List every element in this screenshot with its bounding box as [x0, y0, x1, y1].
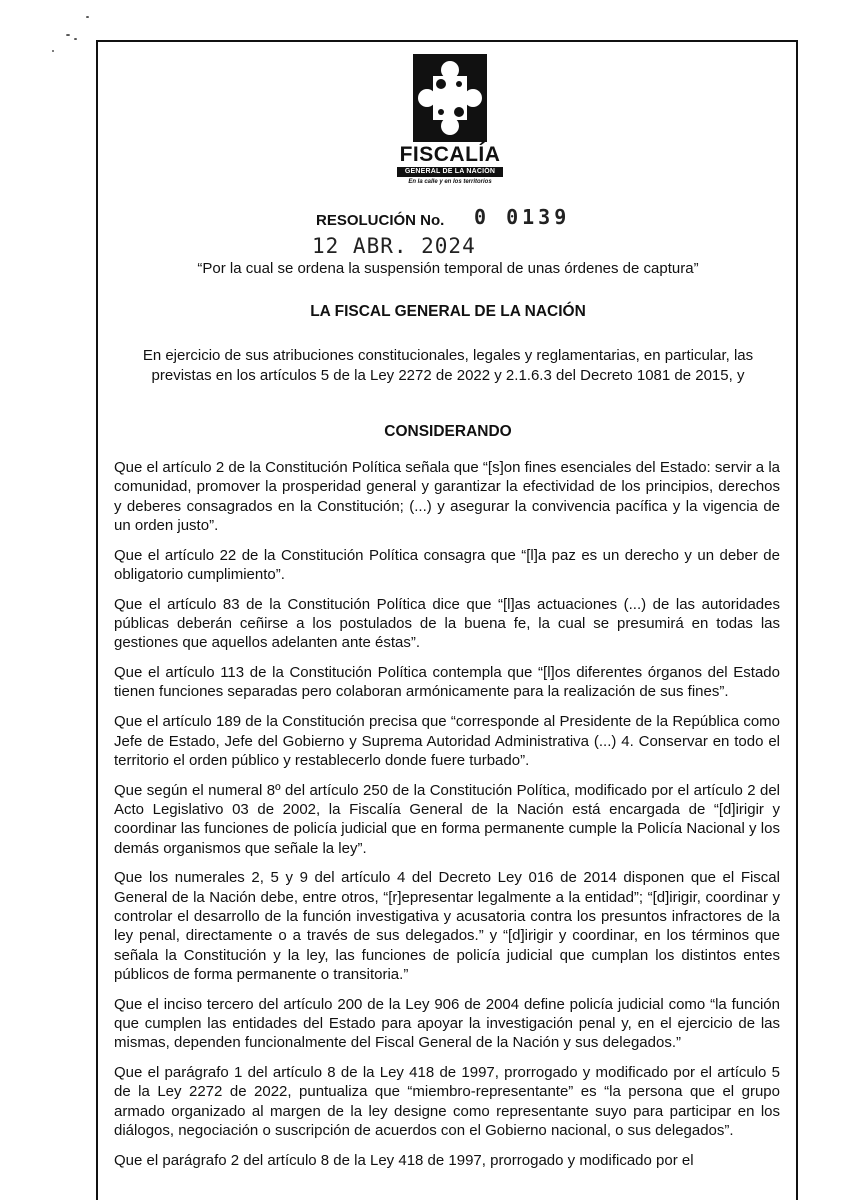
considerando-heading: CONSIDERANDO [384, 423, 512, 440]
paragraph: Que el parágrafo 2 del artículo 8 de la Ley 418 de 1997, prorrogado y modificado por el [114, 1151, 694, 1169]
page-border-top [96, 40, 798, 42]
scan-speck [52, 50, 54, 52]
logo-name: FISCALÍA [399, 143, 501, 166]
logo-tagline: En la calle y en los territorios [408, 179, 492, 185]
preamble: En ejercicio de sus atribuciones constitucionales, legales y reglamentarias, en particular, las previstas en los artículos 5 de la Ley 2272 de 2022 y 2.1.6.3 del Decreto 1081 de 2015, y [142, 347, 754, 384]
page-border-right [796, 40, 798, 1200]
resolution-subtitle: “Por la cual se ordena la suspensión temporal de unas órdenes de captura” [197, 260, 699, 277]
paragraph: Que según el numeral 8º del artículo 250 de la Constitución Política, modificado por el artículo 2 del Acto Legislativo 03 de 2002, la Fiscalía General de la Nación está encargada de “[d]irigir y coordinar las funciones de policía judicial que en forma permanente cumple la Policía Nacional y los demás organismos que señale la ley”. [114, 781, 780, 857]
resolution-date: 12 ABR. 2024 [312, 234, 476, 258]
fiscalia-logo [394, 54, 506, 196]
scan-speck [86, 16, 89, 18]
logo-subtitle: GENERAL DE LA NACIÓN [397, 167, 503, 177]
paragraph: Que el artículo 113 de la Constitución Política contempla que “[l]os diferentes órganos del Estado tienen funciones separadas pero colaboran armónicamente para la realización de sus fines”. [114, 664, 780, 701]
paragraph: Que el artículo 22 de la Constitución Política consagra que “[l]a paz es un derecho y un deber de obligatorio cumplimiento”. [114, 546, 780, 583]
page-border-left [96, 40, 98, 1200]
scan-speck [74, 38, 77, 40]
paragraph: Que el artículo 189 de la Constitución precisa que “corresponde al Presidente de la República como Jefe de Estado, Jefe del Gobierno y Suprema Autoridad Administrativa (...) 4. Conservar en todo el territorio el orden público y restablecerlo donde fuere turbado”. [114, 713, 780, 769]
paragraph: Que el artículo 2 de la Constitución Política señala que “[s]on fines esenciales del Estado: servir a la comunidad, promover la prosperidad general y garantizar la efectividad de los principios, derechos y deberes consagrados en la Constitución; (...) y asegurar la convivencia pacífica y la vigencia de un orden justo”. [114, 459, 780, 534]
authority-heading: LA FISCAL GENERAL DE LA NACIÓN [310, 303, 586, 320]
considerando-body [114, 458, 780, 1181]
puzzle-piece-icon [413, 54, 487, 142]
paragraph: Que el artículo 83 de la Constitución Política dice que “[l]as actuaciones (...) de las autoridades públicas deberán ceñirse a los postulados de la buena fe, la cual se presumirá en todas las gestiones que aquellos adelanten ante éstas”. [114, 595, 780, 652]
resolution-number: 0 0139 [474, 205, 571, 229]
scan-speck [66, 34, 70, 36]
paragraph: Que el parágrafo 1 del artículo 8 de la Ley 418 de 1997, prorrogado y modificado por el artículo 5 de la Ley 2272 de 2022, puntualiza que “miembro-representante” es “la persona que el grupo armado organizado al margen de la ley designe como representante suyo para participar en los diálogos, negociación o suscripción de acuerdos con el Gobierno nacional, o sus delegados”. [114, 1064, 780, 1139]
paragraph: Que el inciso tercero del artículo 200 de la Ley 906 de 2004 define policía judicial como “la función que cumplen las entidades del Estado para apoyar la investigación penal y, en el ejercicio de las mismas, dependen funcionalmente del Fiscal General de la Nación y sus delegados.” [114, 995, 780, 1052]
resolution-label: RESOLUCIÓN No. [316, 212, 445, 229]
paragraph: Que los numerales 2, 5 y 9 del artículo 4 del Decreto Ley 016 de 2014 disponen que el Fiscal General de la Nación debe, entre otros, “[r]epresentar legalmente a la entidad”; “[d]irigir, coordinar y controlar el desarrollo de la función investigativa y acusatoria contra los presuntos infractores de la ley penal, directamente o a través de sus delegados.” y “[d]irigir y coordinar, en los términos que señala la Constitución y la ley, las funciones de policía judicial que cumplan los distintos entes públicos de forma permanente o transitoria.” [114, 869, 780, 983]
